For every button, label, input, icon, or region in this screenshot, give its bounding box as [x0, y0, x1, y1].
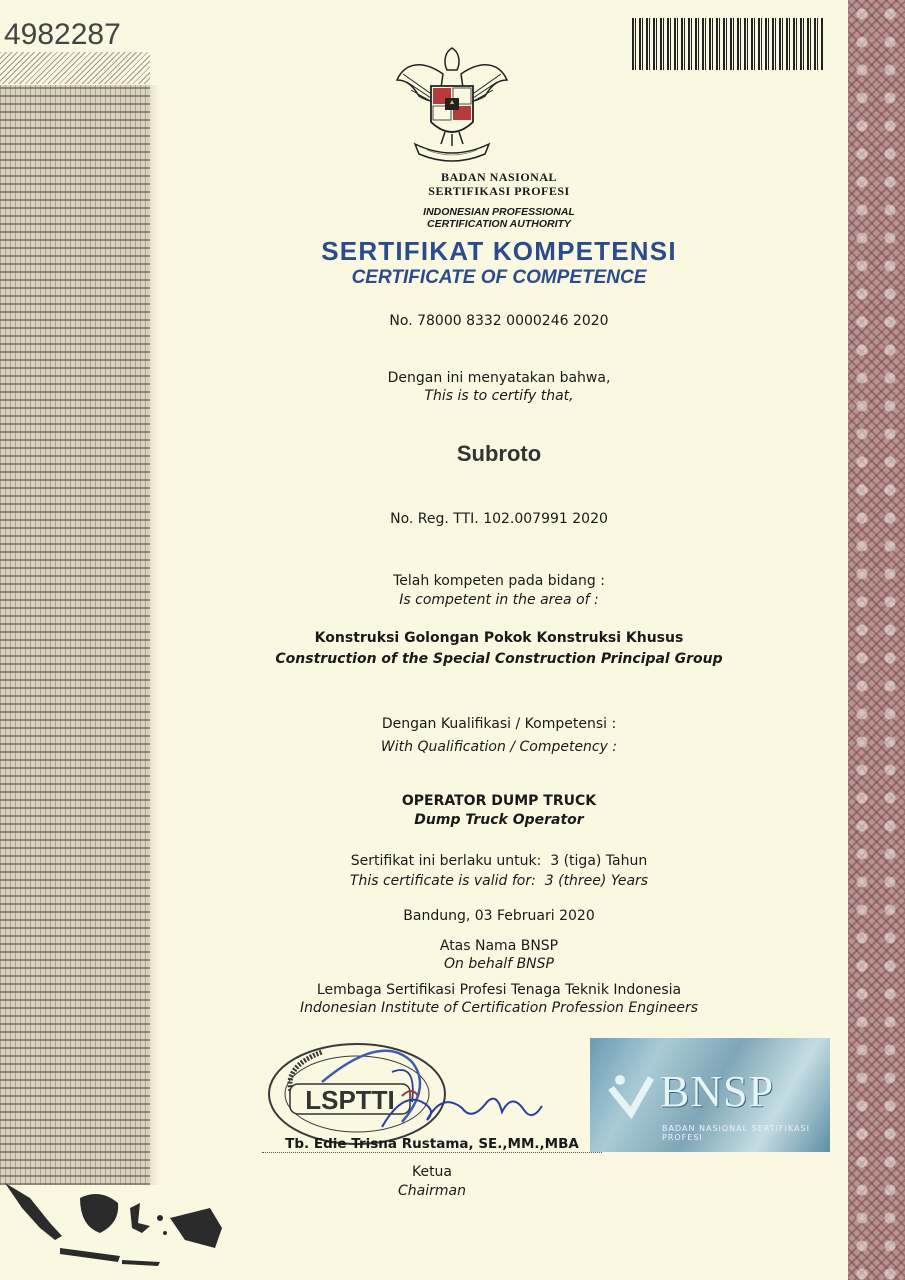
bnsp-logo-icon — [606, 1068, 656, 1128]
on-behalf-en: On behalf BNSP — [444, 956, 554, 972]
qualification-intro-id: Dengan Kualifikasi / Kompetensi : — [381, 716, 617, 732]
competence-intro-en: Is competent in the area of : — [399, 592, 599, 608]
qualification-en: Dump Truck Operator — [414, 812, 584, 828]
seal-text: LSPTTI — [305, 1085, 395, 1115]
field-en: Construction of the Special Construction Principal Group — [275, 651, 723, 667]
qualification-intro-en: With Qualification / Competency : — [380, 739, 618, 755]
garuda-emblem — [393, 40, 511, 168]
declaration-id: Dengan ini menyatakan bahwa, — [387, 370, 611, 386]
bnsp-hologram — [590, 1038, 830, 1152]
certificate-number: No. 78000 8332 0000246 2020 — [389, 313, 609, 329]
decorative-border — [848, 0, 905, 1280]
holder-name: Subroto — [456, 441, 542, 466]
hologram-subtext: BADAN NASIONAL SERTIFIKASI PROFESI — [662, 1124, 810, 1142]
institution-id: Lembaga Sertifikasi Profesi Tenaga Teknik Indonesia — [316, 982, 682, 998]
lsptti-seal-and-signature — [262, 1032, 592, 1152]
hologram-text: BNSP — [660, 1067, 775, 1116]
certificate-title-en: CERTIFICATE OF COMPETENCE — [351, 267, 647, 288]
barcode — [632, 18, 824, 70]
agency-name-line1: BADAN NASIONAL — [440, 170, 557, 184]
signatory-name: Tb. Edie Trisna Rustama, SE.,MM.,MBA — [262, 1136, 602, 1153]
qualification-id: OPERATOR DUMP TRUCK — [401, 793, 597, 809]
validity-id: Sertifikat ini berlaku untuk: 3 (tiga) Tahun — [350, 853, 648, 869]
agency-name-line2: SERTIFIKASI PROFESI — [428, 184, 570, 198]
signatory-role-id: Ketua — [411, 1164, 453, 1180]
serial-number: 4982287 — [4, 18, 121, 51]
on-behalf-id: Atas Nama BNSP — [439, 938, 559, 954]
agency-name-en-line1: INDONESIAN PROFESSIONAL — [423, 206, 575, 218]
certificate-title: SERTIFIKAT KOMPETENSI — [321, 236, 677, 266]
competence-intro-id: Telah kompeten pada bidang : — [393, 573, 605, 589]
security-hatch — [0, 52, 150, 84]
place-date: Bandung, 03 Februari 2020 — [403, 908, 595, 924]
microtext-security-strip — [0, 85, 150, 1185]
agency-name-en-line2: CERTIFICATION AUTHORITY — [427, 218, 571, 230]
indonesia-map-watermark — [0, 1178, 225, 1278]
field-id: Konstruksi Golongan Pokok Konstruksi Khusus — [314, 630, 684, 646]
institution-en: Indonesian Institute of Certification Profession Engineers — [300, 1000, 698, 1016]
registration-number: No. Reg. TTI. 102.007991 2020 — [390, 511, 608, 527]
declaration-en: This is to certify that, — [424, 388, 574, 404]
validity-en: This certificate is valid for: 3 (three) Years — [349, 873, 649, 889]
signatory-role-en: Chairman — [398, 1183, 466, 1199]
